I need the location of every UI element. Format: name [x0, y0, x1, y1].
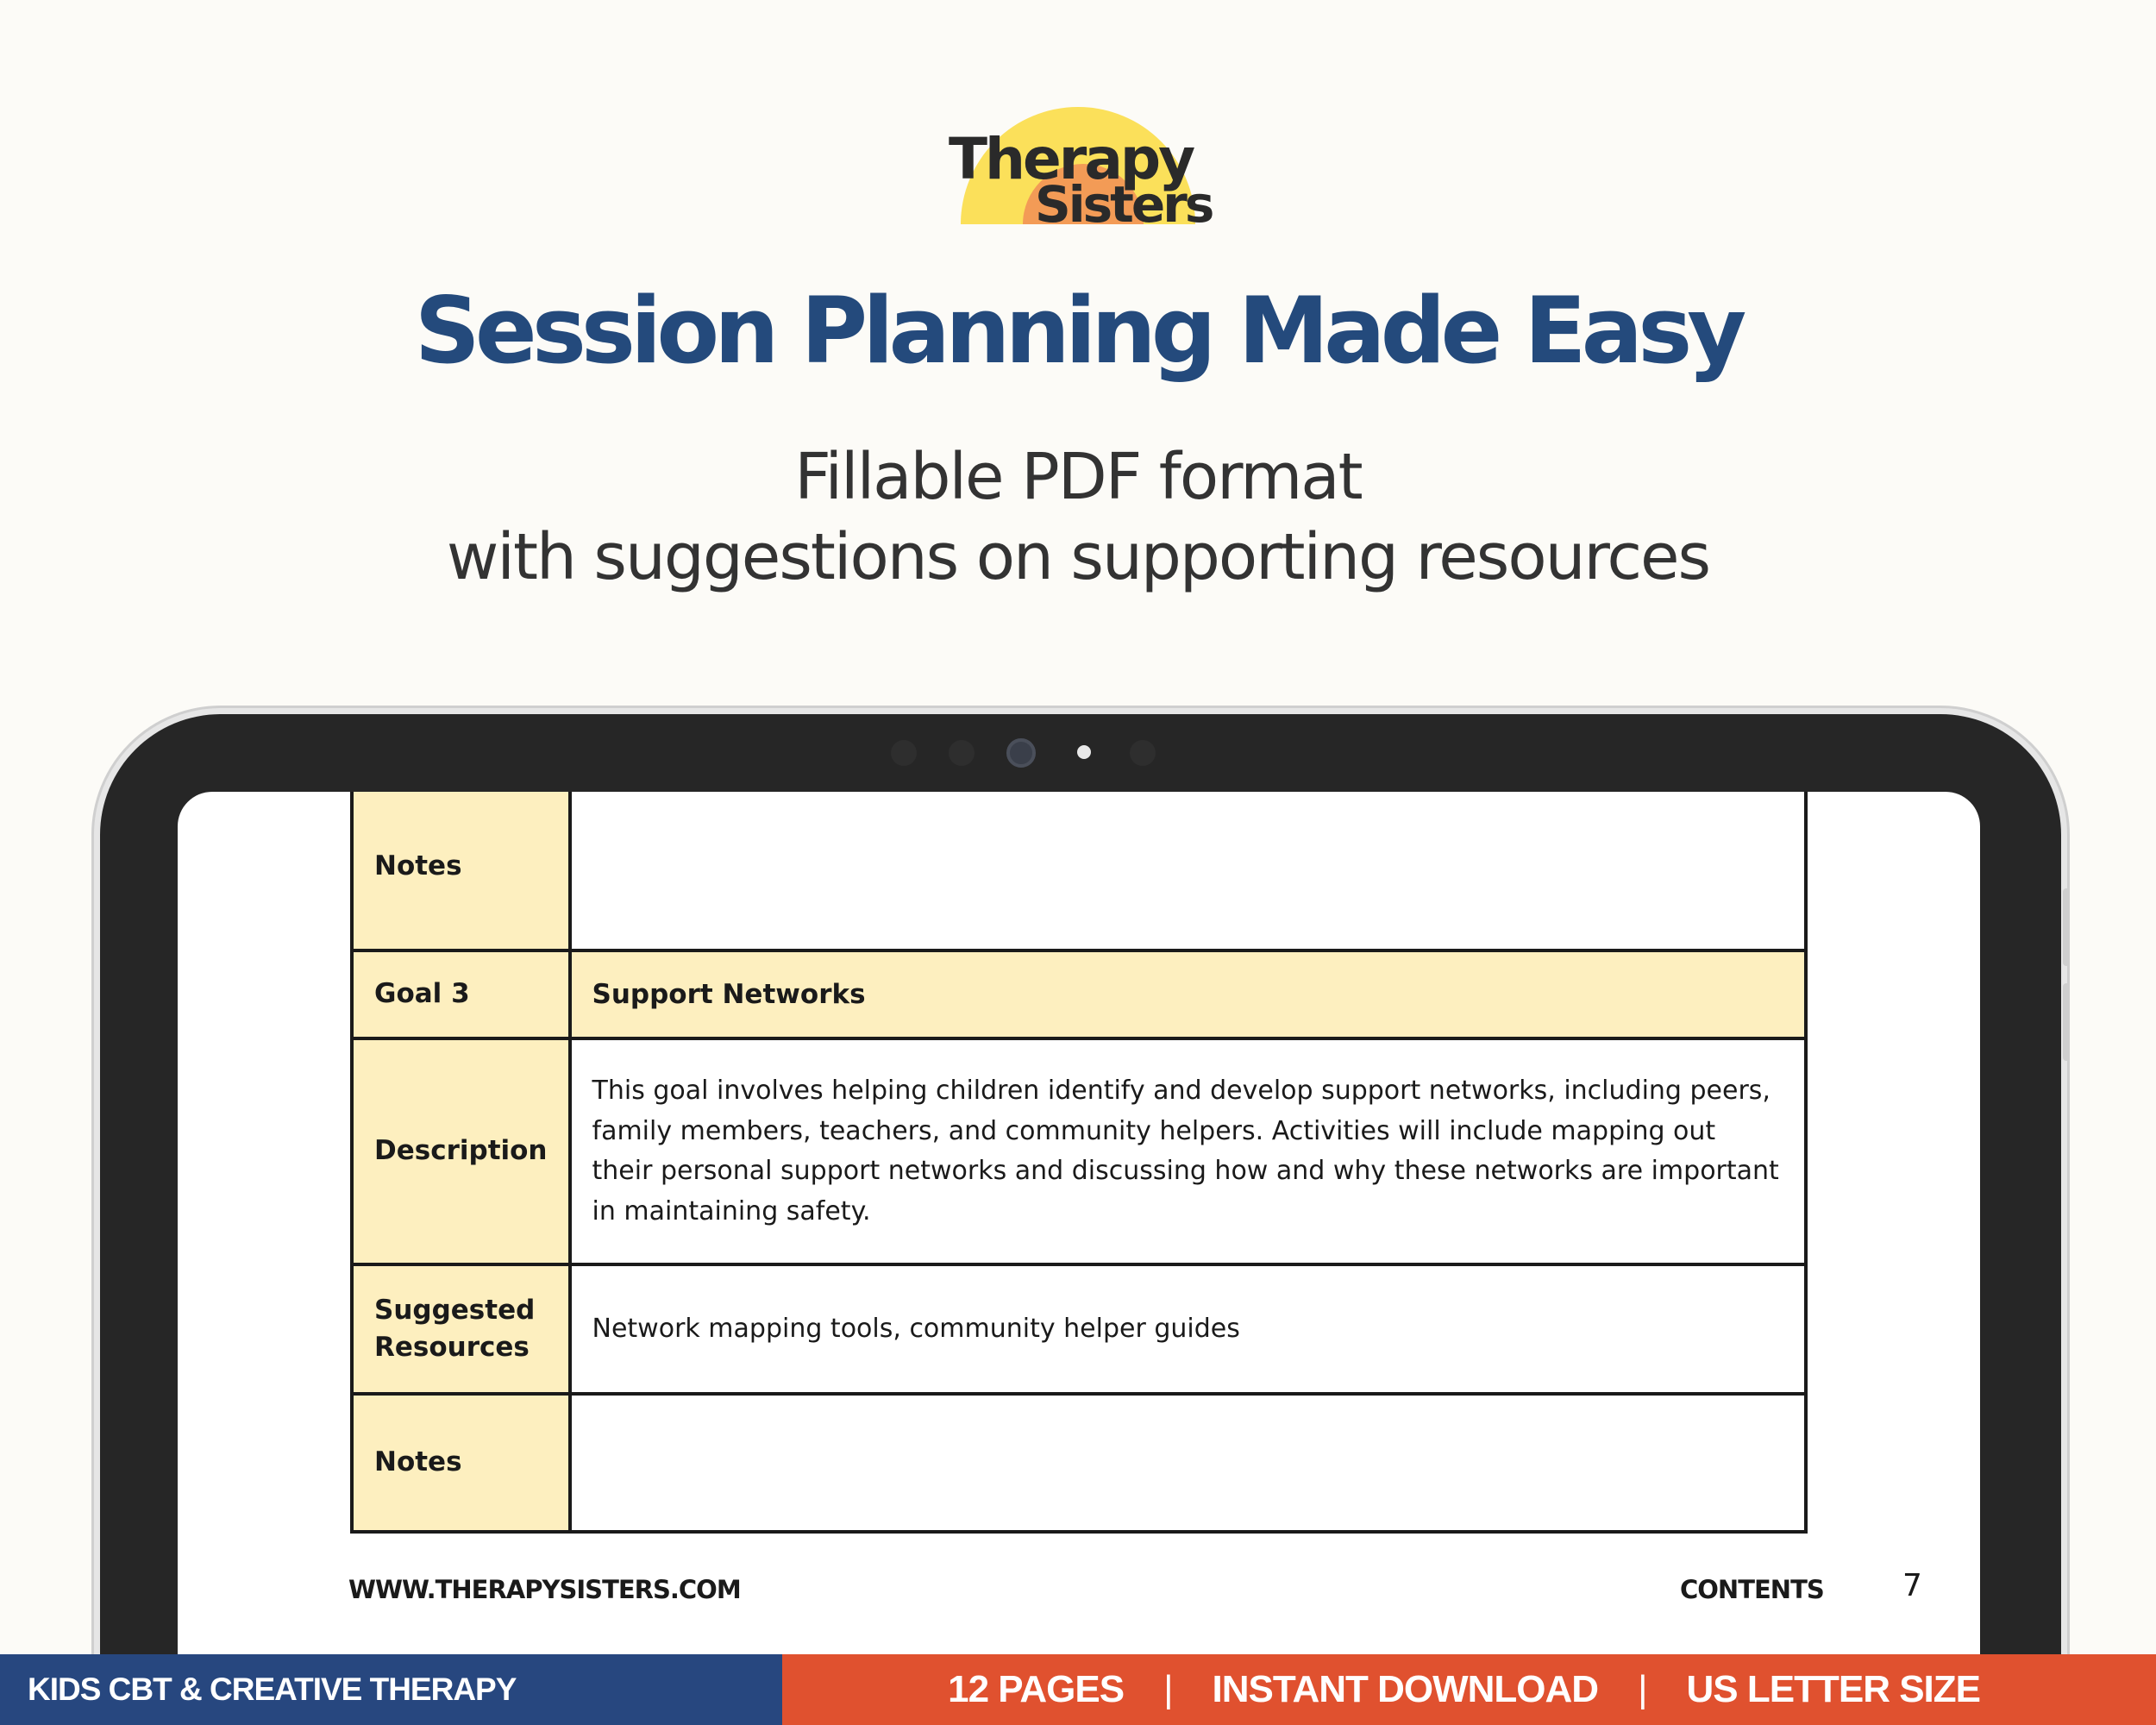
logo-text-sisters: Sisters	[1035, 175, 1213, 234]
volume-down-button	[2063, 983, 2070, 1061]
sensor-dot-1	[891, 740, 917, 766]
description-field[interactable]: This goal involves helping children identify and develop support networks, including peers, family members, teachers, and community helpers. Activities will include mapping out their personal support networks and discussing how and why these networks are important in maintaining safety.	[570, 1038, 1806, 1264]
banner-separator: |	[1163, 1668, 1173, 1710]
row-label: Goal 3	[352, 950, 570, 1038]
footer-website-link[interactable]: WWW.THERAPYSISTERS.COM	[348, 1575, 741, 1604]
suggested-resources-field[interactable]: Network mapping tools, community helper guides	[570, 1264, 1806, 1394]
sensor-dot-2	[949, 740, 975, 766]
subheadline-line-2: with suggestions on supporting resources	[446, 520, 1710, 594]
row-label: Notes	[352, 1394, 570, 1532]
row-label: Description	[352, 1038, 570, 1264]
banner-feature-download: INSTANT DOWNLOAD	[1212, 1668, 1599, 1710]
subheadline-line-1: Fillable PDF format	[794, 440, 1362, 514]
volume-up-button	[2063, 888, 2070, 966]
row-label: Notes	[352, 792, 570, 950]
front-camera-icon	[1006, 738, 1036, 768]
banner-feature-pages: 12 PAGES	[948, 1668, 1125, 1710]
banner-features	[782, 1654, 2156, 1725]
therapy-sisters-logo	[949, 104, 1213, 234]
logo-text-therapy: Therapy	[949, 126, 1194, 192]
page-number: 7	[1902, 1568, 1922, 1603]
session-plan-table	[350, 792, 1808, 1534]
table-row	[352, 1264, 1806, 1394]
table-row	[352, 1038, 1806, 1264]
row-label: Suggested Resources	[352, 1264, 570, 1394]
table-row	[352, 950, 1806, 1038]
footer-contents-link[interactable]: CONTENTS	[1680, 1575, 1824, 1604]
banner-category: KIDS CBT & CREATIVE THERAPY	[0, 1654, 782, 1725]
table-row	[352, 1394, 1806, 1532]
light-sensor-dot	[1077, 745, 1091, 759]
headline: Session Planning Made Easy	[414, 278, 1742, 384]
sensor-dot-3	[1130, 740, 1156, 766]
tablet-screen	[178, 792, 1980, 1725]
notes-field[interactable]	[570, 1394, 1806, 1532]
notes-field[interactable]	[570, 792, 1806, 950]
goal-title-field[interactable]: Support Networks	[570, 950, 1806, 1038]
table-row	[352, 792, 1806, 950]
banner-separator: |	[1638, 1668, 1647, 1710]
banner-feature-size: US LETTER SIZE	[1686, 1668, 1980, 1710]
bottom-banner	[0, 1654, 2156, 1725]
